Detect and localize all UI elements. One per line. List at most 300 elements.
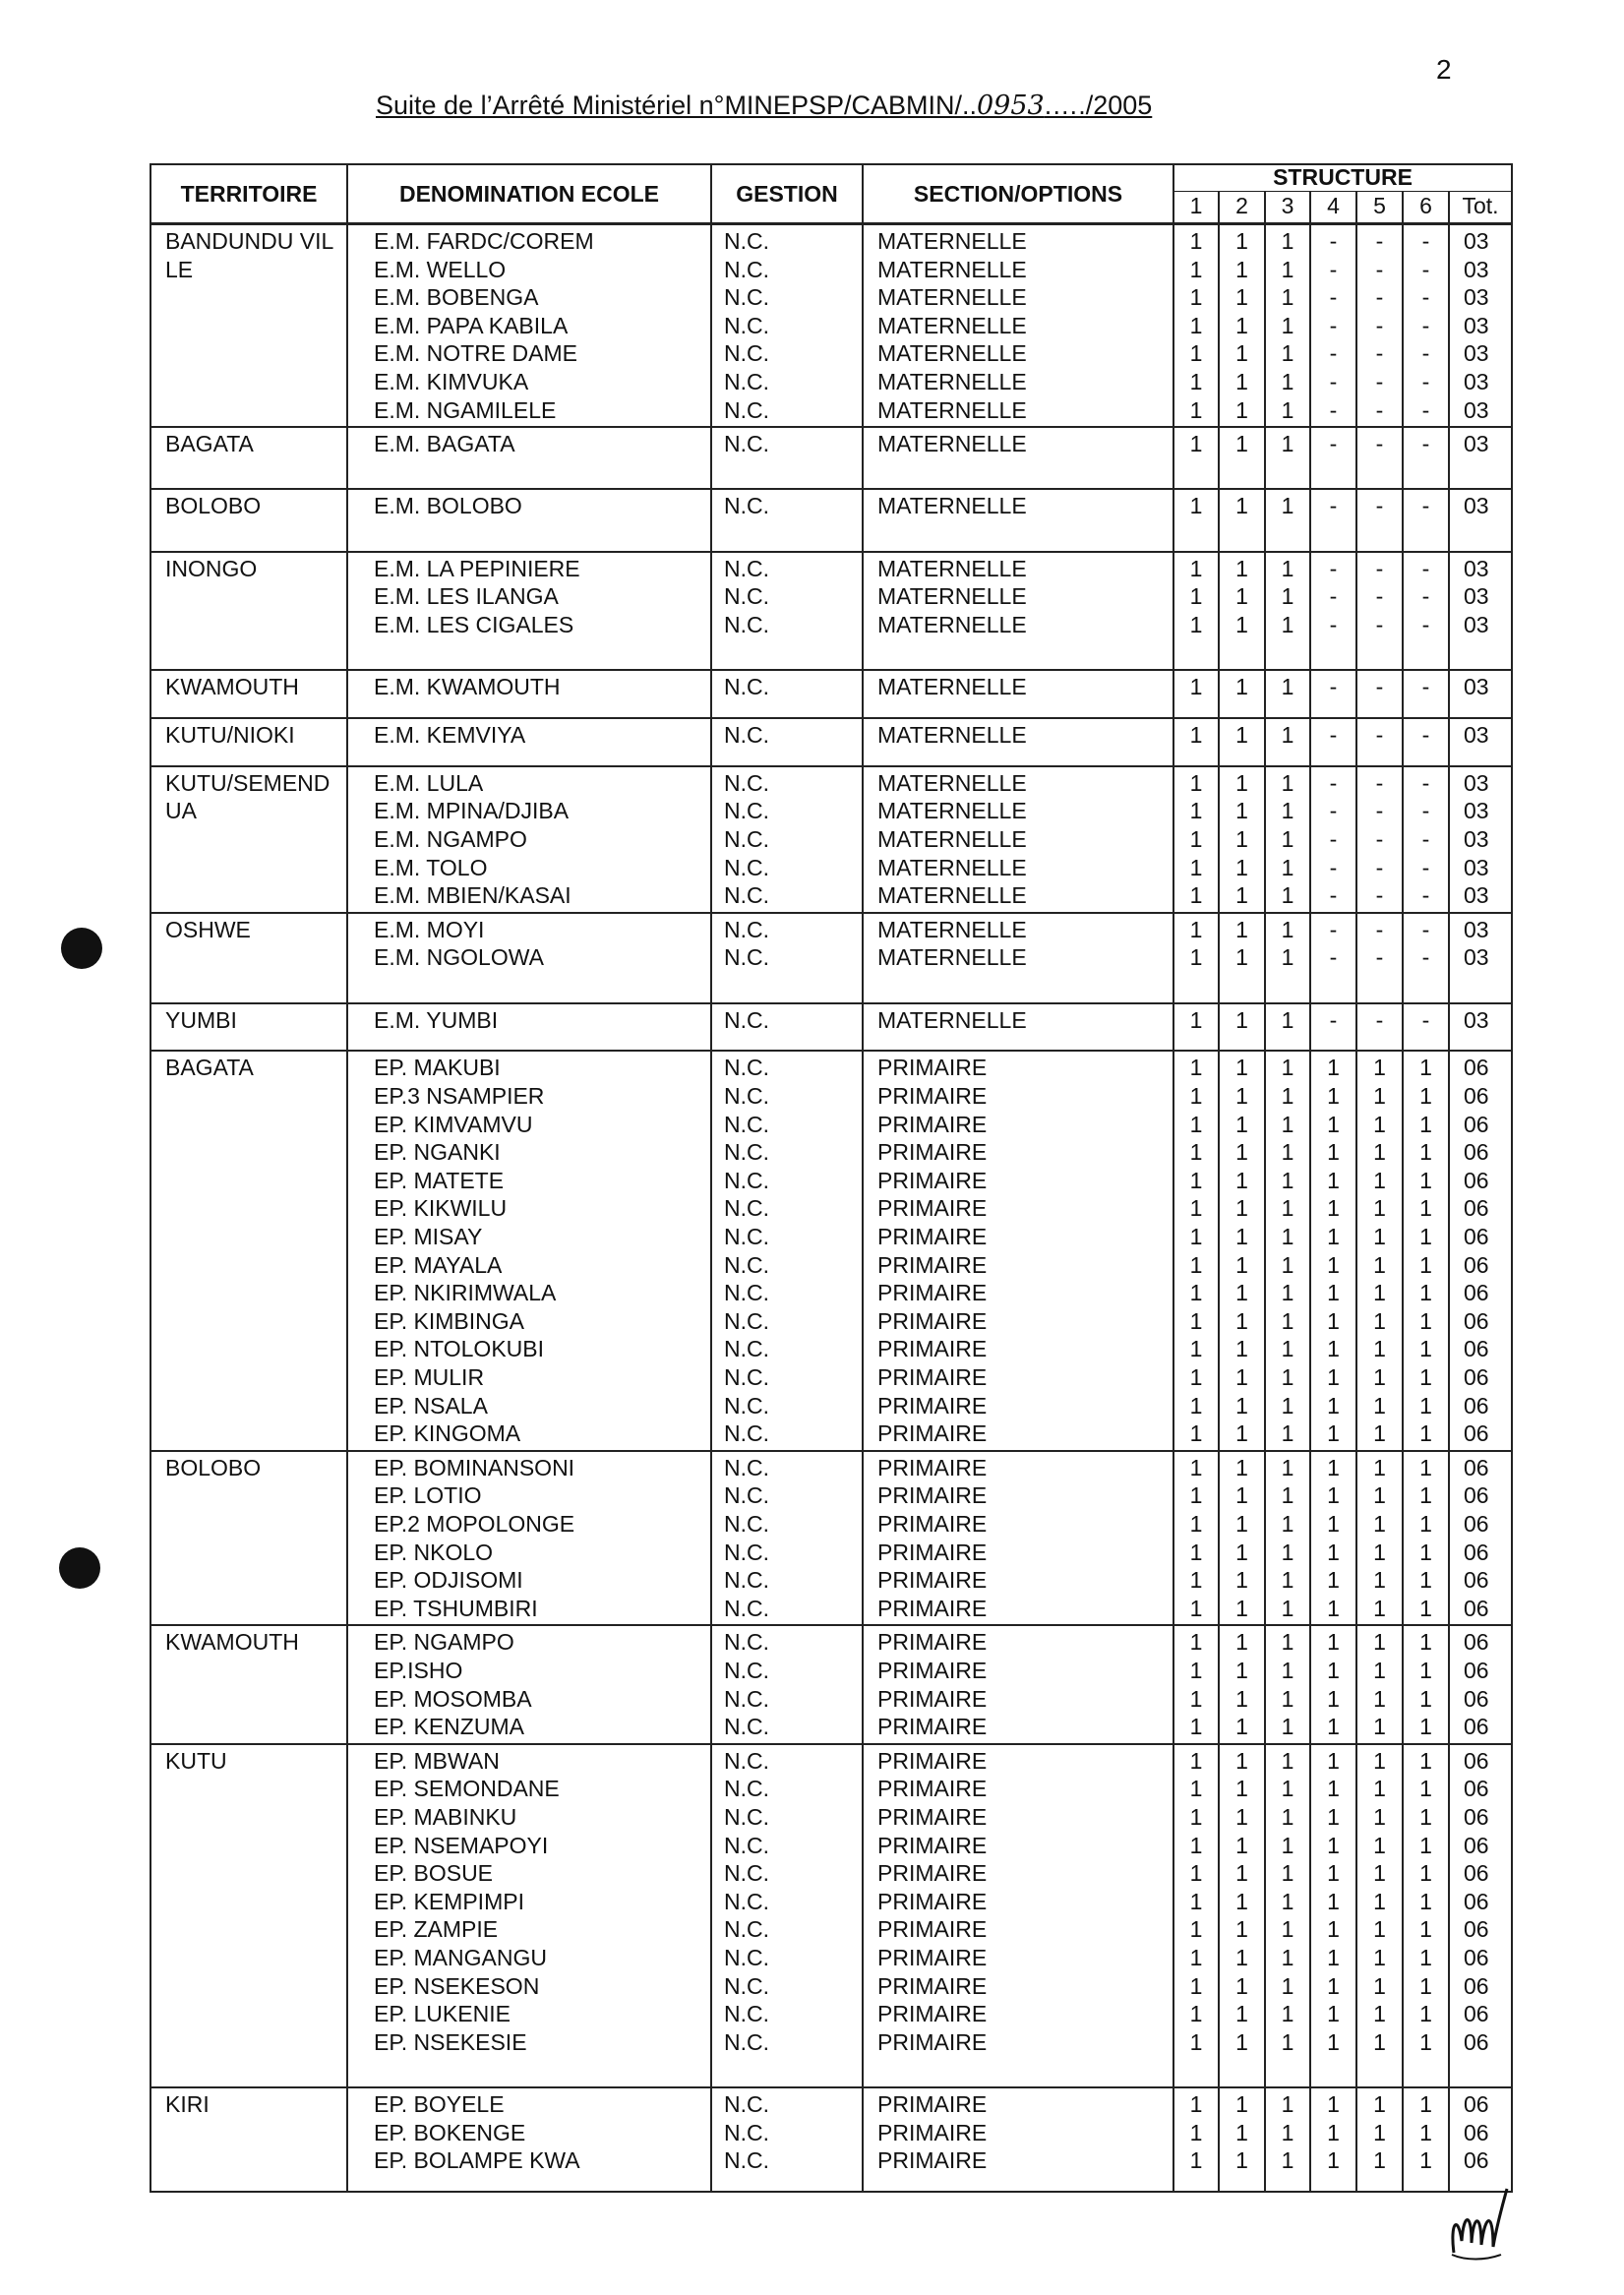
total-value: 06 <box>1464 1251 1489 1278</box>
structure-value: 1 <box>1373 1195 1386 1222</box>
structure-value: 1 <box>1327 1539 1340 1565</box>
structure-value: - <box>1375 256 1384 282</box>
structure-value: 1 <box>1235 396 1248 423</box>
structure-value: 1 <box>1373 1944 1386 1970</box>
structure-value: 1 <box>1189 1776 1203 1802</box>
gestion-value: N.C. <box>724 493 769 519</box>
structure-value: - <box>1375 611 1384 637</box>
territoire-name: BANDUNDU VILLE <box>165 228 334 282</box>
structure-value: 1 <box>1373 2090 1386 2117</box>
structure-value: - <box>1375 882 1384 909</box>
structure-value: 1 <box>1235 1392 1248 1419</box>
school-name: EP. BOKENGE <box>374 2119 526 2145</box>
section-cell <box>863 1051 1173 1450</box>
structure-value: 1 <box>1373 1392 1386 1419</box>
section-value: MATERNELLE <box>877 769 1027 796</box>
punch-hole <box>59 1547 100 1589</box>
structure-value: 1 <box>1327 1280 1340 1306</box>
section-value: MATERNELLE <box>877 882 1027 909</box>
structure-value: 1 <box>1189 1307 1203 1334</box>
section-value: PRIMAIRE <box>877 1685 988 1712</box>
structure-value: 1 <box>1419 1280 1432 1306</box>
section-value: PRIMAIRE <box>877 1944 988 1970</box>
structure-value: - <box>1375 555 1384 581</box>
school-name: E.M. YUMBI <box>374 1006 499 1033</box>
gestion-value: N.C. <box>724 1167 769 1193</box>
total-value: 06 <box>1464 2028 1489 2055</box>
territoire-name: OSHWE <box>165 916 251 942</box>
territoire-group <box>150 1744 1512 2087</box>
structure-value: - <box>1329 916 1338 942</box>
structure-value: 1 <box>1281 1223 1294 1249</box>
structure-cell <box>1173 670 1219 718</box>
gestion-value: N.C. <box>724 1454 769 1480</box>
gestion-value: N.C. <box>724 1916 769 1943</box>
structure-value: 1 <box>1281 431 1294 457</box>
gestion-value: N.C. <box>724 1055 769 1081</box>
structure-value: - <box>1375 431 1384 457</box>
structure-value: 1 <box>1281 493 1294 519</box>
structure-value: - <box>1329 854 1338 880</box>
structure-value: 1 <box>1281 2119 1294 2145</box>
section-value: MATERNELLE <box>877 854 1027 880</box>
structure-value: - <box>1421 431 1430 457</box>
total-cell <box>1449 1625 1512 1743</box>
structure-value: 1 <box>1327 2147 1340 2174</box>
structure-value: 1 <box>1327 1336 1340 1362</box>
section-value: PRIMAIRE <box>877 1803 988 1830</box>
gestion-value: N.C. <box>724 1658 769 1683</box>
structure-value: 1 <box>1281 1420 1294 1447</box>
structure-value: 1 <box>1189 1251 1203 1278</box>
structure-value: 1 <box>1189 555 1203 581</box>
territoire-cell <box>150 1051 347 1450</box>
structure-value: - <box>1421 673 1430 699</box>
structure-value: 1 <box>1189 944 1203 971</box>
territoire-name: KWAMOUTH <box>165 673 299 699</box>
structure-value: 1 <box>1235 1055 1248 1081</box>
structure-cell <box>1310 1625 1356 1743</box>
total-cell <box>1449 670 1512 718</box>
gestion-value: N.C. <box>724 340 769 367</box>
structure-value: 1 <box>1327 1363 1340 1390</box>
total-value: 06 <box>1464 1454 1489 1480</box>
structure-value: 1 <box>1189 1280 1203 1306</box>
gestion-cell <box>711 1003 863 1052</box>
structure-cell <box>1403 1451 1449 1626</box>
structure-value: 1 <box>1327 1420 1340 1447</box>
section-value: MATERNELLE <box>877 493 1027 519</box>
structure-value: 1 <box>1235 1595 1248 1621</box>
structure-value: 1 <box>1419 1595 1432 1621</box>
section-value: PRIMAIRE <box>877 1420 988 1447</box>
structure-value: 1 <box>1327 2001 1340 2027</box>
structure-value: 1 <box>1189 256 1203 282</box>
structure-cell <box>1310 670 1356 718</box>
school-name: E.M. KWAMOUTH <box>374 673 561 699</box>
structure-cell <box>1173 1051 1219 1450</box>
structure-value: 1 <box>1189 1139 1203 1166</box>
gestion-value: N.C. <box>724 2147 769 2174</box>
total-value: 03 <box>1464 721 1489 748</box>
structure-cell <box>1356 1625 1403 1743</box>
total-cell <box>1449 552 1512 670</box>
total-value: 03 <box>1464 882 1489 909</box>
structure-cell <box>1310 1744 1356 2087</box>
structure-cell <box>1265 552 1310 670</box>
school-name: EP. LUKENIE <box>374 2001 511 2027</box>
school-name: EP. KEMPIMPI <box>374 1888 524 1914</box>
total-cell <box>1449 2087 1512 2192</box>
structure-value: 1 <box>1373 1167 1386 1193</box>
structure-value: - <box>1375 721 1384 748</box>
structure-value: - <box>1329 769 1338 796</box>
structure-value: 1 <box>1281 1595 1294 1621</box>
structure-value: - <box>1421 798 1430 824</box>
territoire-group <box>150 2087 1512 2192</box>
structure-cell <box>1219 1451 1265 1626</box>
structure-value: 1 <box>1373 1658 1386 1683</box>
structure-value: 1 <box>1281 1803 1294 1830</box>
structure-value: 1 <box>1189 1595 1203 1621</box>
gestion-value: N.C. <box>724 1714 769 1740</box>
structure-value: - <box>1375 798 1384 824</box>
structure-value: - <box>1375 312 1384 338</box>
structure-value: - <box>1329 312 1338 338</box>
structure-value: - <box>1375 340 1384 367</box>
school-name: EP. MBWAN <box>374 1747 500 1774</box>
structure-value: 1 <box>1235 1629 1248 1656</box>
structure-value: 1 <box>1189 368 1203 394</box>
header-structure-col: Tot. <box>1449 192 1512 224</box>
structure-cell <box>1265 718 1310 766</box>
school-name: EP. ODJISOMI <box>374 1567 523 1594</box>
structure-value: 1 <box>1189 228 1203 254</box>
table-row <box>150 1003 1512 1052</box>
section-value: PRIMAIRE <box>877 1567 988 1594</box>
territoire-group <box>150 552 1512 670</box>
structure-value: 1 <box>1419 1251 1432 1278</box>
total-value: 06 <box>1464 1139 1489 1166</box>
structure-cell <box>1173 1744 1219 2087</box>
structure-value: - <box>1329 882 1338 909</box>
gestion-value: N.C. <box>724 1888 769 1914</box>
structure-value: 1 <box>1281 1055 1294 1081</box>
structure-value: 1 <box>1189 1006 1203 1033</box>
school-name: EP. KIMVAMVU <box>374 1111 533 1137</box>
structure-value: 1 <box>1235 368 1248 394</box>
page-number: 2 <box>1436 54 1452 85</box>
structure-cell <box>1310 552 1356 670</box>
section-value: PRIMAIRE <box>877 2001 988 2027</box>
structure-value: 1 <box>1235 1223 1248 1249</box>
structure-value: 1 <box>1189 611 1203 637</box>
school-name: E.M. MOYI <box>374 916 485 942</box>
structure-cell <box>1356 718 1403 766</box>
gestion-value: N.C. <box>724 1280 769 1306</box>
school-name: E.M. KIMVUKA <box>374 368 529 394</box>
school-name: EP. NSALA <box>374 1392 488 1419</box>
school-name: E.M. MPINA/DJIBA <box>374 798 570 824</box>
structure-value: 1 <box>1235 256 1248 282</box>
section-value: PRIMAIRE <box>877 1482 988 1509</box>
structure-value: 1 <box>1327 1511 1340 1537</box>
gestion-cell <box>711 1744 863 2087</box>
total-value: 06 <box>1464 1714 1489 1740</box>
territoire-name: BAGATA <box>165 431 254 457</box>
structure-value: 1 <box>1373 1223 1386 1249</box>
structure-value: 1 <box>1373 2001 1386 2027</box>
structure-value: 1 <box>1189 1336 1203 1362</box>
school-name: E.M. LES CIGALES <box>374 611 574 637</box>
gestion-value: N.C. <box>724 1944 769 1970</box>
structure-value: 1 <box>1235 721 1248 748</box>
title-suffix: .…./2005 <box>1044 91 1153 120</box>
structure-value: 1 <box>1373 1307 1386 1334</box>
total-value: 03 <box>1464 583 1489 610</box>
structure-value: - <box>1375 854 1384 880</box>
structure-value: 1 <box>1235 825 1248 852</box>
structure-value: - <box>1421 228 1430 254</box>
structure-value: 1 <box>1235 611 1248 637</box>
structure-value: - <box>1421 721 1430 748</box>
structure-value: 1 <box>1235 1916 1248 1943</box>
school-name: EP. NSEKESIE <box>374 2028 527 2055</box>
section-cell <box>863 552 1173 670</box>
structure-value: 1 <box>1235 2119 1248 2145</box>
gestion-value: N.C. <box>724 2119 769 2145</box>
structure-value: 1 <box>1373 1055 1386 1081</box>
structure-cell <box>1265 489 1310 551</box>
structure-value: - <box>1421 583 1430 610</box>
section-value: MATERNELLE <box>877 798 1027 824</box>
structure-value: - <box>1329 555 1338 581</box>
structure-cell <box>1173 489 1219 551</box>
structure-value: 1 <box>1373 2119 1386 2145</box>
title-handwritten-number: 0953 <box>976 91 1045 121</box>
school-name: EP. KINGOMA <box>374 1420 521 1447</box>
structure-cell <box>1356 1003 1403 1052</box>
ecole-cell <box>347 489 711 551</box>
structure-value: 1 <box>1235 1280 1248 1306</box>
ecole-cell <box>347 718 711 766</box>
structure-value: 1 <box>1235 1336 1248 1362</box>
structure-value: 1 <box>1189 2001 1203 2027</box>
structure-value: 1 <box>1189 2147 1203 2174</box>
territoire-group <box>150 489 1512 551</box>
structure-value: 1 <box>1281 1776 1294 1802</box>
header-gestion: GESTION <box>711 164 863 224</box>
structure-value: 1 <box>1327 1139 1340 1166</box>
structure-value: 1 <box>1373 2147 1386 2174</box>
gestion-value: N.C. <box>724 1223 769 1249</box>
school-name: E.M. BOBENGA <box>374 284 539 311</box>
gestion-value: N.C. <box>724 555 769 581</box>
table-row <box>150 224 1512 428</box>
structure-value: 1 <box>1189 1083 1203 1110</box>
territoire-cell <box>150 1003 347 1052</box>
structure-cell <box>1219 670 1265 718</box>
gestion-cell <box>711 1625 863 1743</box>
structure-value: 1 <box>1189 798 1203 824</box>
territoire-group <box>150 1625 1512 1743</box>
structure-value: 1 <box>1189 1832 1203 1858</box>
structure-value: - <box>1421 1006 1430 1033</box>
structure-value: 1 <box>1281 798 1294 824</box>
section-value: PRIMAIRE <box>877 1595 988 1621</box>
territoire-name: YUMBI <box>165 1006 237 1033</box>
structure-value: - <box>1375 1006 1384 1033</box>
structure-value: 1 <box>1235 1539 1248 1565</box>
structure-value: 1 <box>1419 1888 1432 1914</box>
structure-value: 1 <box>1189 1195 1203 1222</box>
total-value: 06 <box>1464 1567 1489 1594</box>
table-row <box>150 1625 1512 1743</box>
territoire-group <box>150 766 1512 913</box>
total-value: 03 <box>1464 396 1489 423</box>
structure-value: 1 <box>1235 1747 1248 1774</box>
structure-value: 1 <box>1235 284 1248 311</box>
total-value: 03 <box>1464 916 1489 942</box>
total-value: 03 <box>1464 611 1489 637</box>
structure-value: - <box>1421 312 1430 338</box>
gestion-value: N.C. <box>724 1363 769 1390</box>
structure-value: 1 <box>1327 1685 1340 1712</box>
structure-value: 1 <box>1235 312 1248 338</box>
structure-value: 1 <box>1281 2090 1294 2117</box>
structure-value: 1 <box>1189 1567 1203 1594</box>
structure-cell <box>1219 552 1265 670</box>
structure-cell <box>1403 427 1449 489</box>
section-value: PRIMAIRE <box>877 1916 988 1943</box>
structure-cell <box>1265 766 1310 913</box>
structure-cell <box>1219 766 1265 913</box>
structure-cell <box>1356 913 1403 1003</box>
structure-value: 1 <box>1189 1539 1203 1565</box>
table-row <box>150 1451 1512 1626</box>
total-value: 03 <box>1464 555 1489 581</box>
structure-value: 1 <box>1281 1539 1294 1565</box>
structure-value: 1 <box>1235 1972 1248 1999</box>
structure-value: 1 <box>1373 1595 1386 1621</box>
structure-value: - <box>1375 228 1384 254</box>
structure-value: 1 <box>1281 673 1294 699</box>
structure-value: 1 <box>1281 1083 1294 1110</box>
structure-value: 1 <box>1373 1420 1386 1447</box>
section-value: MATERNELLE <box>877 368 1027 394</box>
structure-value: - <box>1329 1006 1338 1033</box>
structure-value: 1 <box>1419 1567 1432 1594</box>
school-name: EP. TSHUMBIRI <box>374 1595 538 1621</box>
structure-value: - <box>1421 368 1430 394</box>
structure-value: 1 <box>1419 1482 1432 1509</box>
structure-value: 1 <box>1281 1944 1294 1970</box>
total-value: 06 <box>1464 1482 1489 1509</box>
school-name: EP. NTOLOKUBI <box>374 1336 544 1362</box>
structure-value: 1 <box>1373 1860 1386 1887</box>
territoire-name: BAGATA <box>165 1055 254 1081</box>
gestion-value: N.C. <box>724 1336 769 1362</box>
school-name: EP. MOSOMBA <box>374 1685 532 1712</box>
table-row <box>150 913 1512 1003</box>
structure-value: 1 <box>1419 2028 1432 2055</box>
structure-value: 1 <box>1281 1195 1294 1222</box>
structure-value: - <box>1421 396 1430 423</box>
section-value: PRIMAIRE <box>877 1832 988 1858</box>
structure-value: 1 <box>1327 1595 1340 1621</box>
structure-cell <box>1403 224 1449 428</box>
structure-value: 1 <box>1281 1336 1294 1362</box>
total-value: 03 <box>1464 798 1489 824</box>
structure-value: 1 <box>1281 1567 1294 1594</box>
structure-value: 1 <box>1281 312 1294 338</box>
punch-hole <box>61 928 102 969</box>
structure-cell <box>1310 489 1356 551</box>
gestion-value: N.C. <box>724 1307 769 1334</box>
structure-value: 1 <box>1281 1139 1294 1166</box>
section-value: MATERNELLE <box>877 340 1027 367</box>
structure-value: 1 <box>1373 1888 1386 1914</box>
structure-value: 1 <box>1373 1747 1386 1774</box>
school-name: EP. NKIRIMWALA <box>374 1280 557 1306</box>
structure-value: 1 <box>1327 1776 1340 1802</box>
structure-value: - <box>1329 284 1338 311</box>
structure-value: 1 <box>1281 1167 1294 1193</box>
school-name: E.M. WELLO <box>374 256 507 282</box>
section-value: PRIMAIRE <box>877 1363 988 1390</box>
section-value: PRIMAIRE <box>877 2147 988 2174</box>
structure-value: 1 <box>1419 1111 1432 1137</box>
gestion-value: N.C. <box>724 228 769 254</box>
total-value: 06 <box>1464 2001 1489 2027</box>
structure-value: 1 <box>1419 1972 1432 1999</box>
structure-value: 1 <box>1419 1420 1432 1447</box>
total-value: 06 <box>1464 1511 1489 1537</box>
gestion-value: N.C. <box>724 1139 769 1166</box>
total-value: 06 <box>1464 1832 1489 1858</box>
table-row <box>150 1051 1512 1450</box>
structure-value: 1 <box>1419 1916 1432 1943</box>
school-name: EP. KIMBINGA <box>374 1307 524 1334</box>
territoire-cell <box>150 2087 347 2192</box>
structure-value: 1 <box>1189 340 1203 367</box>
structure-value: - <box>1329 583 1338 610</box>
structure-value: 1 <box>1281 256 1294 282</box>
total-value: 06 <box>1464 1658 1489 1683</box>
territoire-cell <box>150 718 347 766</box>
gestion-value: N.C. <box>724 1832 769 1858</box>
total-value: 03 <box>1464 944 1489 971</box>
structure-cell <box>1173 766 1219 913</box>
structure-value: 1 <box>1189 396 1203 423</box>
total-value: 06 <box>1464 1195 1489 1222</box>
structure-cell <box>1403 1003 1449 1052</box>
structure-value: 1 <box>1235 1111 1248 1137</box>
territoire-cell <box>150 427 347 489</box>
structure-cell <box>1173 2087 1219 2192</box>
total-value: 06 <box>1464 1916 1489 1943</box>
structure-value: 1 <box>1235 1083 1248 1110</box>
ecole-cell <box>347 224 711 428</box>
structure-value: 1 <box>1189 854 1203 880</box>
structure-value: 1 <box>1281 396 1294 423</box>
structure-value: 1 <box>1373 1916 1386 1943</box>
table-row <box>150 718 1512 766</box>
structure-value: - <box>1421 916 1430 942</box>
school-name: E.M. LES ILANGA <box>374 583 559 610</box>
territoire-group <box>150 670 1512 718</box>
gestion-value: N.C. <box>724 721 769 748</box>
